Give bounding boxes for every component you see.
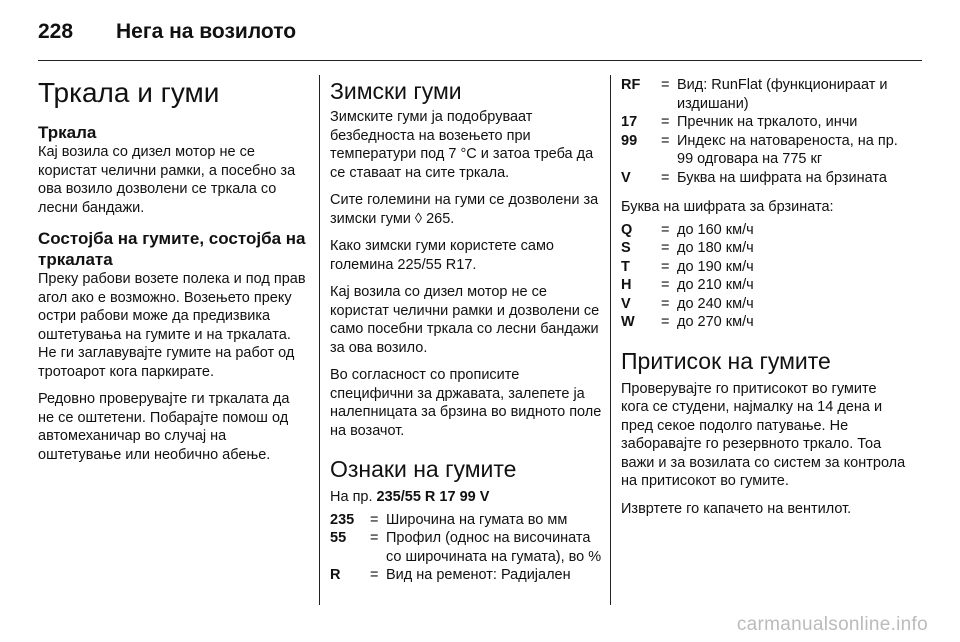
column-divider-1 <box>319 75 320 605</box>
equals-sign: = <box>661 295 670 312</box>
definition-term: RF <box>621 77 641 93</box>
definition-description: Профил (однос на височината со широчината на гумата), во % <box>386 530 602 565</box>
equals-sign: = <box>370 530 379 546</box>
tyre-marks-list <box>330 511 604 585</box>
speed-row <box>621 221 906 240</box>
page-number: 228 <box>38 20 74 43</box>
speed-value: до 210 км/ч <box>677 277 754 293</box>
equals-sign: = <box>370 567 379 583</box>
speed-row <box>621 313 906 332</box>
winter-paragraph-2: Сите големини на гуми се дозволени за зимски гуми ◊ 265. <box>330 192 599 227</box>
speed-value: до 240 км/ч <box>677 295 754 312</box>
speed-letter: V <box>621 295 631 312</box>
definition-row <box>621 113 906 132</box>
column-2 <box>330 76 604 594</box>
tyre-example <box>330 488 604 507</box>
pressure-paragraph-1: Проверувајте го притисокот во гумите кога се студени, најмалку на 14 дена и пред секое подолго патување. Не заборавајте го резервното тркало. Тоа важи и за возилата со систем за контрола на притисокот во гумите. <box>621 380 906 489</box>
definition-row <box>330 529 604 566</box>
wheels-heading: Тркала <box>38 123 97 142</box>
watermark: carmanualsonline.info <box>736 614 928 635</box>
tyre-marks-list-continued <box>621 76 906 187</box>
definition-description: Вид: RunFlat (функционираат и издишани) <box>677 77 888 112</box>
definition-row <box>330 566 604 585</box>
header-title: Нега на возилото <box>116 20 297 43</box>
speed-letter: H <box>621 277 632 293</box>
speed-value: до 270 км/ч <box>677 314 754 330</box>
column-divider-2 <box>610 75 611 605</box>
tyre-pressure-heading: Притисок на гумите <box>621 347 831 374</box>
winter-paragraph-4: Кај возила со дизел мотор не се користат челични рамки и дозволени се само посебни тркала со лесни бандажи за ова возило. <box>330 284 600 356</box>
example-prefix: На пр. <box>330 489 373 505</box>
definition-description: Буква на шифрата на брзината <box>677 169 887 186</box>
winter-paragraph-1: Зимските гуми ја подобруваат безбедноста на возењето при температури под 7 °C и затоа треба да се ставаат на сите тркала. <box>330 109 594 181</box>
condition-paragraph-2: Редовно проверувајте ги тркалата да не се оштетени. Побарајте помош од автомеханичар во случај на оштетување или необично абење. <box>38 391 290 463</box>
column-3 <box>621 76 906 527</box>
definition-row <box>621 169 906 188</box>
definition-term: R <box>330 567 341 583</box>
equals-sign: = <box>661 277 670 293</box>
equals-sign: = <box>661 114 670 130</box>
definition-description: Индекс на натовареноста, на пр. 99 одговара на 775 кг <box>677 132 898 167</box>
speed-letter: T <box>621 258 630 275</box>
equals-sign: = <box>661 132 670 149</box>
wheels-paragraph: Кај возила со дизел мотор не се користат челични рамки, а посебно за ова возило дозволени се тркала со лесни бандажи. <box>38 144 296 216</box>
equals-sign: = <box>661 314 670 330</box>
definition-term: 99 <box>621 132 638 149</box>
section-title: Тркала и гуми <box>38 77 220 108</box>
definition-term: 17 <box>621 114 638 130</box>
equals-sign: = <box>370 511 379 528</box>
winter-paragraph-3: Како зимски гуми користете само големина 225/55 R17. <box>330 238 554 273</box>
definition-row <box>621 132 906 169</box>
equals-sign: = <box>661 240 670 256</box>
speed-value: до 160 км/ч <box>677 221 754 238</box>
speed-code-intro: Буква на шифрата за брзината: <box>621 199 834 215</box>
definition-term: 55 <box>330 530 347 546</box>
speed-value: до 190 км/ч <box>677 258 754 275</box>
column-1 <box>38 76 306 473</box>
definition-description: Пречник на тркалото, инчи <box>677 114 858 130</box>
equals-sign: = <box>661 77 670 93</box>
speed-row <box>621 276 906 295</box>
header-rule <box>38 60 922 61</box>
speed-row <box>621 258 906 277</box>
definition-term: V <box>621 169 631 186</box>
equals-sign: = <box>661 169 670 186</box>
speed-letter: W <box>621 314 635 330</box>
speed-letter: S <box>621 240 631 256</box>
definition-description: Широчина на гумата во мм <box>386 511 568 528</box>
speed-row <box>621 295 906 314</box>
example-code: 235/55 R 17 99 V <box>376 489 490 505</box>
condition-heading: Состојба на гумите, состојба на тркалата <box>38 229 306 269</box>
winter-paragraph-5: Во согласност со прописите специфични за државата, залепете ја налепницата за брзина во видното поле на возачот. <box>330 367 602 439</box>
speed-row <box>621 239 906 258</box>
speed-letter: Q <box>621 221 633 238</box>
pressure-paragraph-2: Извртете го капачето на вентилот. <box>621 500 852 517</box>
equals-sign: = <box>661 258 670 275</box>
condition-paragraph-1: Преку рабови возете полека и под прав агол ако е возможно. Возењето преку остри рабови може да предизвика оштетувања на гумите и на тркалата. Не ги заглавувајте гумите на работ од тротоарот кога паркирате. <box>38 271 306 380</box>
definition-term: 235 <box>330 511 355 528</box>
tyre-marks-heading: Ознаки на гумите <box>330 456 517 482</box>
speed-code-list <box>621 221 906 332</box>
definition-description: Вид на ременот: Радијален <box>386 567 571 583</box>
definition-row <box>621 76 906 113</box>
equals-sign: = <box>661 221 670 238</box>
definition-row <box>330 511 604 530</box>
winter-tyres-heading: Зимски гуми <box>330 78 462 104</box>
speed-value: до 180 км/ч <box>677 240 754 256</box>
